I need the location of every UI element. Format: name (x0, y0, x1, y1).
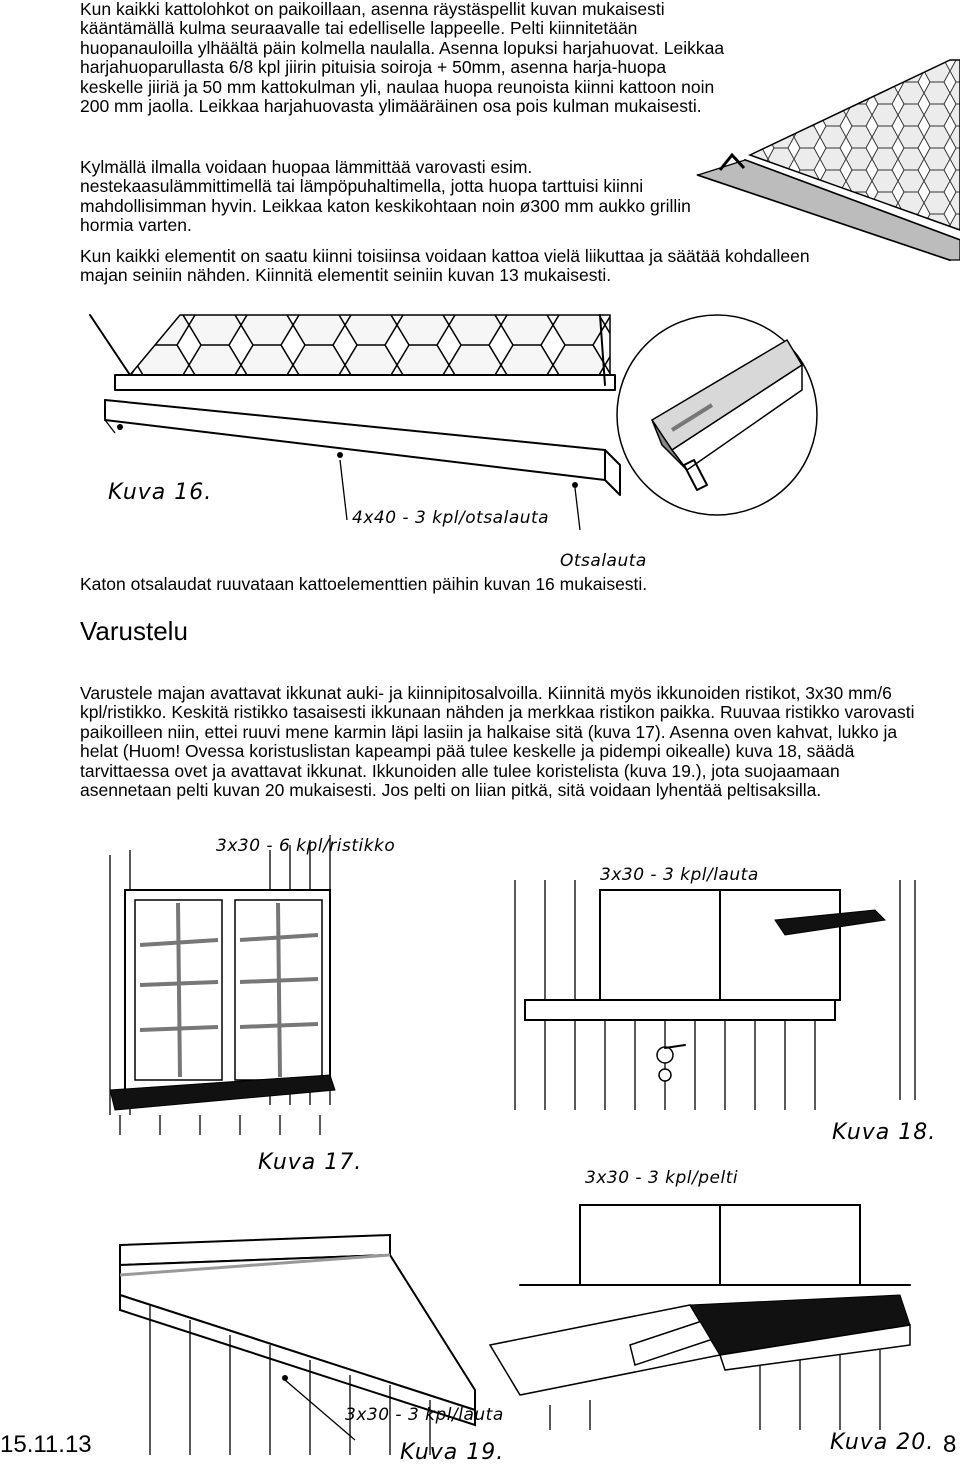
figure-20-caption: Kuva 20. (830, 1430, 935, 1455)
section-heading-varustelu: Varustelu (80, 616, 188, 646)
varustelu-paragraph: Varustele majan avattavat ikkunat auki- ja kiinnipitosalvoilla. Kiinnitä myös ikkunoiden ristikot, 3x30 mm/6 kpl/ristikko. Keskitä ristikko tasaisesti ikkunaan nähden ja merkkaa ristikon paikka. Ruuvaa ristikko varovasti paikoilleen niin, ettei ruuvi mene karmin läpi lasiin ja halkaise sitä (kuva 17). Asenna oven kahvat, lukko ja helat (Huom! Ovessa koristuslistan kapeampi pää tulee keskelle ja pidempi oikealle) kuva 18, säädä tarvittaessa ovet ja avattavat ikkunat. Ikkunoiden alle tulee koristelista (kuva 19.), jota suojaamaan asennetaan pelti kuvan 20 mukaisesti. Jos pelti on liian pitkä, sitä voidaan lyhentää peltisaksilla. (80, 683, 915, 801)
figure-17-label: 3x30 - 6 kpl/ristikko (216, 836, 396, 856)
intro-paragraph-3: Kun kaikki elementit on saatu kiinni toisiinsa voidaan kattoa vielä liikuttaa ja säätää kohdalleen majan seiniin nähden. Kiinnitä elementit seiniin kuvan 13 mukaisesti. (80, 246, 810, 286)
figure-20-sheet-metal (490, 1195, 930, 1435)
figure-17-caption: Kuva 17. (258, 1150, 363, 1175)
figure-16-board-label: Otsalauta (560, 551, 647, 571)
figure-16-caption: Kuva 16. (108, 480, 213, 505)
footer-page-number: 8 (943, 1431, 957, 1458)
figure-20-label: 3x30 - 3 kpl/pelti (585, 1168, 739, 1188)
intro-paragraph-1: Kun kaikki kattolohkot on paikoillaan, asenna räystäspellit kuvan mukaisesti kääntämällä kulma seuraavalle tai edelliselle lappeelle. Pelti kiinnitetään huopanauloilla ylhäältä päin kolmella naulalla. Asenna lopuksi harjahuovat. Leikkaa harjahuoparullasta 6/8 kpl jiirin pituisia soiroja + 50mm, asenna harja-huopa keskelle jiiriä ja 50 mm kattokulman yli, naulaa huopa reunoista kiinni kattoon noin 200 mm jaolla. Leikkaa harjahuovasta ylimääräinen osa pois kulman mukaisesti. (80, 0, 725, 117)
figure-18-label: 3x30 - 3 kpl/lauta (600, 865, 759, 885)
figure-19-caption: Kuva 19. (400, 1440, 505, 1465)
intro-paragraph-2: Kylmällä ilmalla voidaan huopaa lämmittää varovasti esim. nestekaasulämmittimellä tai lämpöpuhaltimella, jotta huopa tarttuisi kiinni mahdollisimman hyvin. Leikkaa katon keskikohtaan noin ø300 mm aukko grillin hormia varten. (80, 157, 691, 236)
roof-edge-illustration (690, 60, 960, 260)
figure-19-label: 3x30 - 3 kpl/lauta (345, 1405, 504, 1425)
figure-16-detail-circle (612, 310, 822, 520)
figure-16-screw-label: 4x40 - 3 kpl/otsalauta (352, 508, 550, 528)
figure-18-door-trim (505, 880, 925, 1120)
figure-17-window-lattice (100, 835, 360, 1135)
figure-18-caption: Kuva 18. (832, 1120, 937, 1145)
footer-date: 15.11.13 (0, 1431, 92, 1458)
figure-16-description: Katon otsalaudat ruuvataan kattoelementtien päihin kuvan 16 mukaisesti. (80, 574, 648, 594)
